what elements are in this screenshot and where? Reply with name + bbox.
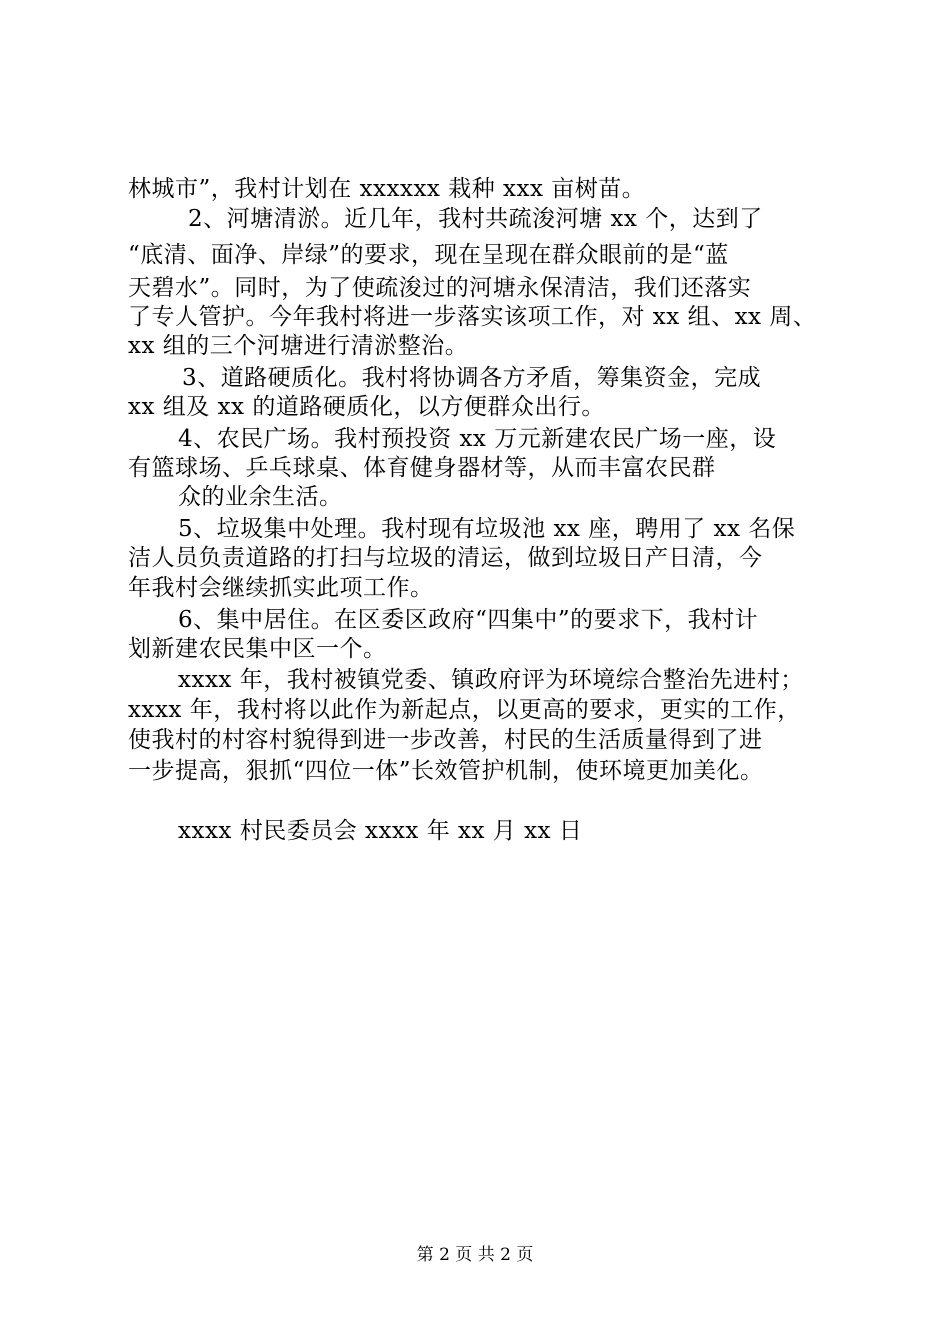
text-line: 6、集中居住。在区委区政府“四集中”的要求下，我村计 (178, 607, 759, 633)
text-line: 洁人员负责道路的打扫与垃圾的清运，做到垃圾日产日清，今 (128, 545, 763, 571)
text-line: 5、垃圾集中处理。我村现有垃圾池 xx 座，聘用了 xx 名保 (178, 516, 796, 542)
text-line: xx 组的三个河塘进行清淤整治。 (128, 333, 469, 359)
text-line: xx 组及 xx 的道路硬质化，以方便群众出行。 (128, 394, 605, 420)
text-line: “底清、面净、岸绿”的要求，现在呈现在群众眼前的是“蓝 (128, 242, 729, 268)
text-line: 一步提高，狠抓“四位一体”长效管护机制，使环境更加美化。 (128, 758, 764, 784)
text-line: 使我村的村容村貌得到进一步改善，村民的生活质量得到了进 (128, 727, 763, 753)
text-line: 有篮球场、乒乓球桌、体育健身器材等，从而丰富农民群 (128, 455, 716, 481)
text-line: 了专人管护。今年我村将进一步落实该项工作，对 xx 组、xx 周、 (128, 304, 817, 330)
text-line: 天碧水”。同时，为了使疏浚过的河塘永保清洁，我们还落实 (128, 275, 752, 301)
text-line: 3、道路硬质化。我村将协调各方矛盾，筹集资金，完成 (182, 365, 762, 391)
text-line: xxxx 年，我村被镇党委、镇政府评为环境综合整治先进村； (178, 667, 804, 693)
text-line: 年我村会继续抓实此项工作。 (128, 575, 434, 601)
text-line: 划新建农民集中区一个。 (128, 636, 387, 662)
text-line: 林城市”，我村计划在 xxxxxx 栽种 xxx 亩树苗。 (128, 176, 646, 202)
text-line: 4、农民广场。我村预投资 xx 万元新建农民广场一座，设 (178, 426, 777, 452)
text-line: 众的业余生活。 (178, 484, 343, 510)
text-line: xxxx 年，我村将以此作为新起点，以更高的要求，更实的工作， (128, 697, 801, 723)
signature-line: xxxx 村民委员会 xxxx 年 xx 月 xx 日 (178, 818, 583, 844)
page-number-footer: 第 2 页 共 2 页 (416, 1245, 534, 1265)
text-line: 2、河塘清淤。近几年，我村共疏浚河塘 xx 个，达到了 (188, 206, 763, 232)
